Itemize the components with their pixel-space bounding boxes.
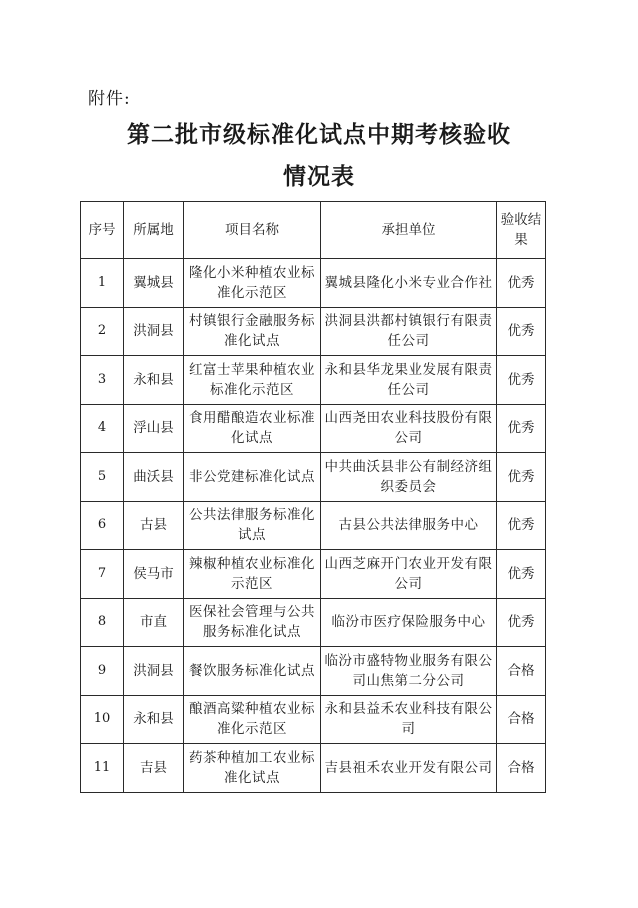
cell-project: 村镇银行金融服务标准化试点 [184, 307, 321, 356]
table-row [81, 453, 546, 502]
cell-unit: 临汾市盛特物业服务有限公司山焦第二分公司 [321, 647, 497, 696]
cell-project: 药茶种植加工农业标准化试点 [184, 744, 321, 793]
cell-result: 优秀 [497, 259, 546, 308]
cell-project: 医保社会管理与公共服务标准化试点 [184, 598, 321, 647]
cell-no: 4 [81, 404, 124, 453]
cell-location: 永和县 [124, 695, 184, 744]
table-row [81, 307, 546, 356]
document-title: 第二批市级标准化试点中期考核验收 [127, 121, 511, 148]
table-row [81, 550, 546, 599]
cell-result: 合格 [497, 744, 546, 793]
evaluation-table [80, 201, 546, 793]
cell-result: 合格 [497, 695, 546, 744]
cell-no: 11 [81, 744, 124, 793]
header-unit: 承担单位 [321, 202, 497, 259]
cell-no: 1 [81, 259, 124, 308]
header-result: 验收结果 [497, 202, 546, 259]
cell-unit: 吉县祖禾农业开发有限公司 [321, 744, 497, 793]
cell-no: 6 [81, 501, 124, 550]
cell-unit: 山西尧田农业科技股份有限公司 [321, 404, 497, 453]
cell-project: 酿酒高粱种植农业标准化示范区 [184, 695, 321, 744]
cell-project: 辣椒种植农业标准化示范区 [184, 550, 321, 599]
document-title-line2: 情况表 [283, 163, 355, 190]
table-row [81, 695, 546, 744]
cell-location: 曲沃县 [124, 453, 184, 502]
table-header-row [81, 202, 546, 259]
cell-result: 优秀 [497, 598, 546, 647]
cell-result: 优秀 [497, 307, 546, 356]
cell-unit: 永和县华龙果业发展有限责任公司 [321, 356, 497, 405]
cell-location: 吉县 [124, 744, 184, 793]
cell-unit: 翼城县隆化小米专业合作社 [321, 259, 497, 308]
cell-project: 红富士苹果种植农业标准化示范区 [184, 356, 321, 405]
table-row [81, 501, 546, 550]
table-row [81, 598, 546, 647]
table-row [81, 259, 546, 308]
cell-location: 古县 [124, 501, 184, 550]
header-location: 所属地 [124, 202, 184, 259]
cell-unit: 山西芝麻开门农业开发有限公司 [321, 550, 497, 599]
cell-unit: 临汾市医疗保险服务中心 [321, 598, 497, 647]
cell-result: 优秀 [497, 404, 546, 453]
attachment-label: 附件: [88, 89, 131, 109]
cell-location: 市直 [124, 598, 184, 647]
cell-location: 翼城县 [124, 259, 184, 308]
cell-location: 永和县 [124, 356, 184, 405]
header-project: 项目名称 [184, 202, 321, 259]
cell-no: 7 [81, 550, 124, 599]
table-row [81, 404, 546, 453]
cell-location: 浮山县 [124, 404, 184, 453]
cell-result: 合格 [497, 647, 546, 696]
cell-unit: 古县公共法律服务中心 [321, 501, 497, 550]
cell-unit: 洪洞县洪都村镇银行有限责任公司 [321, 307, 497, 356]
cell-no: 10 [81, 695, 124, 744]
table-row [81, 647, 546, 696]
cell-no: 5 [81, 453, 124, 502]
cell-project: 非公党建标准化试点 [184, 453, 321, 502]
cell-location: 洪洞县 [124, 307, 184, 356]
cell-no: 8 [81, 598, 124, 647]
cell-result: 优秀 [497, 356, 546, 405]
cell-result: 优秀 [497, 453, 546, 502]
cell-unit: 永和县益禾农业科技有限公司 [321, 695, 497, 744]
cell-project: 隆化小米种植农业标准化示范区 [184, 259, 321, 308]
table-row [81, 744, 546, 793]
cell-result: 优秀 [497, 550, 546, 599]
cell-project: 公共法律服务标准化试点 [184, 501, 321, 550]
cell-result: 优秀 [497, 501, 546, 550]
cell-project: 餐饮服务标准化试点 [184, 647, 321, 696]
table-row [81, 356, 546, 405]
table-body [81, 259, 546, 793]
cell-no: 2 [81, 307, 124, 356]
cell-no: 3 [81, 356, 124, 405]
cell-no: 9 [81, 647, 124, 696]
header-no: 序号 [81, 202, 124, 259]
cell-project: 食用醋酿造农业标准化试点 [184, 404, 321, 453]
cell-unit: 中共曲沃县非公有制经济组织委员会 [321, 453, 497, 502]
cell-location: 侯马市 [124, 550, 184, 599]
cell-location: 洪洞县 [124, 647, 184, 696]
